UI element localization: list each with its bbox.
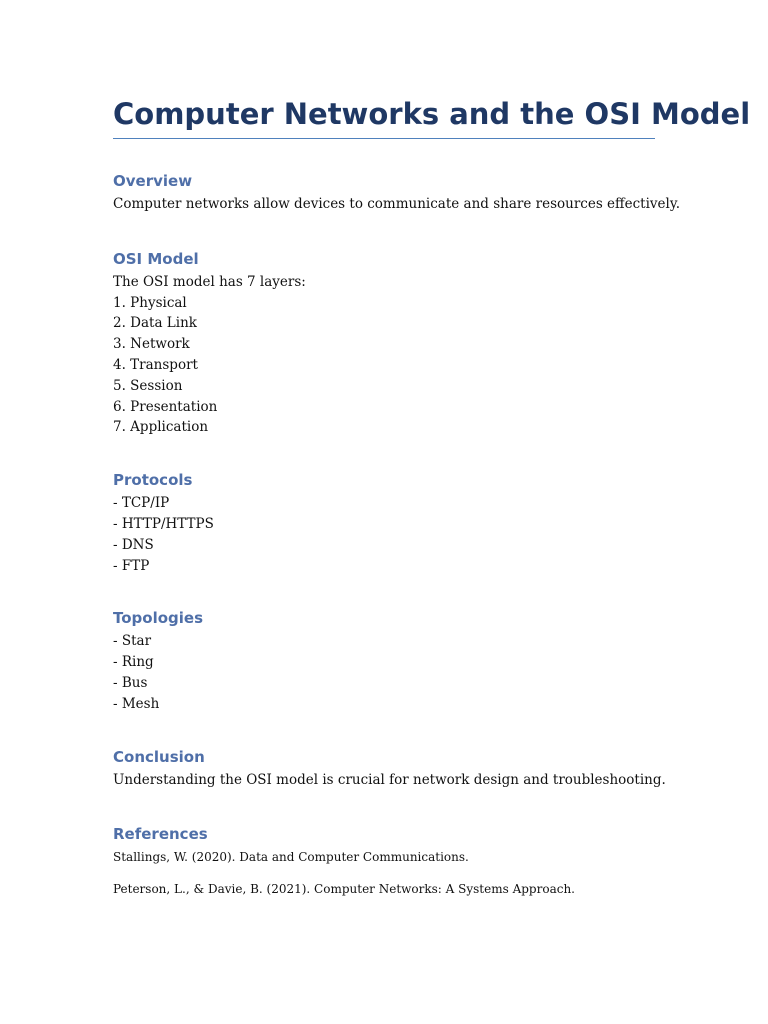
- section-protocols: [113, 469, 655, 576]
- osi-layer-item: 2. Data Link: [113, 315, 197, 332]
- section-heading-references: References: [113, 825, 208, 844]
- section-conclusion: [113, 746, 666, 791]
- section-heading-osi-model: OSI Model: [113, 249, 199, 268]
- section-topologies: [113, 607, 655, 714]
- section-heading-topologies: Topologies: [113, 609, 204, 628]
- topology-item: - Mesh: [113, 695, 160, 712]
- document-title: Computer Networks and the OSI Model: [113, 94, 655, 139]
- section-heading-conclusion: Conclusion: [113, 747, 205, 766]
- osi-layer-item: 6. Presentation: [113, 398, 218, 415]
- topology-item: - Bus: [113, 674, 148, 691]
- protocol-item: - TCP/IP: [113, 495, 170, 512]
- section-heading-overview: Overview: [113, 172, 193, 190]
- section-heading-protocols: Protocols: [113, 471, 193, 490]
- topology-item: - Star: [113, 633, 152, 650]
- osi-intro: The OSI model has 7 layers:: [113, 273, 306, 290]
- section-osi-model: [113, 248, 655, 438]
- protocol-item: - DNS: [113, 536, 154, 553]
- reference-item: Stallings, W. (2020). Data and Computer Communications.: [113, 850, 469, 865]
- protocol-item: - HTTP/HTTPS: [113, 515, 214, 532]
- osi-layer-item: 4. Transport: [113, 356, 198, 373]
- conclusion-text: Understanding the OSI model is crucial for network design and troubleshooting.: [113, 771, 666, 788]
- reference-item: Peterson, L., & Davie, B. (2021). Computer Networks: A Systems Approach.: [113, 882, 575, 897]
- osi-layer-item: 3. Network: [113, 336, 190, 353]
- osi-layer-item: 5. Session: [113, 377, 183, 394]
- osi-layer-item: 7. Application: [113, 419, 209, 436]
- osi-layer-item: 1. Physical: [113, 294, 187, 311]
- section-references: [113, 823, 655, 898]
- document-page: [113, 94, 751, 898]
- section-overview: [113, 170, 680, 215]
- protocol-item: - FTP: [113, 557, 150, 574]
- topology-item: - Ring: [113, 654, 154, 671]
- overview-text: Computer networks allow devices to communicate and share resources effectively.: [113, 196, 680, 212]
